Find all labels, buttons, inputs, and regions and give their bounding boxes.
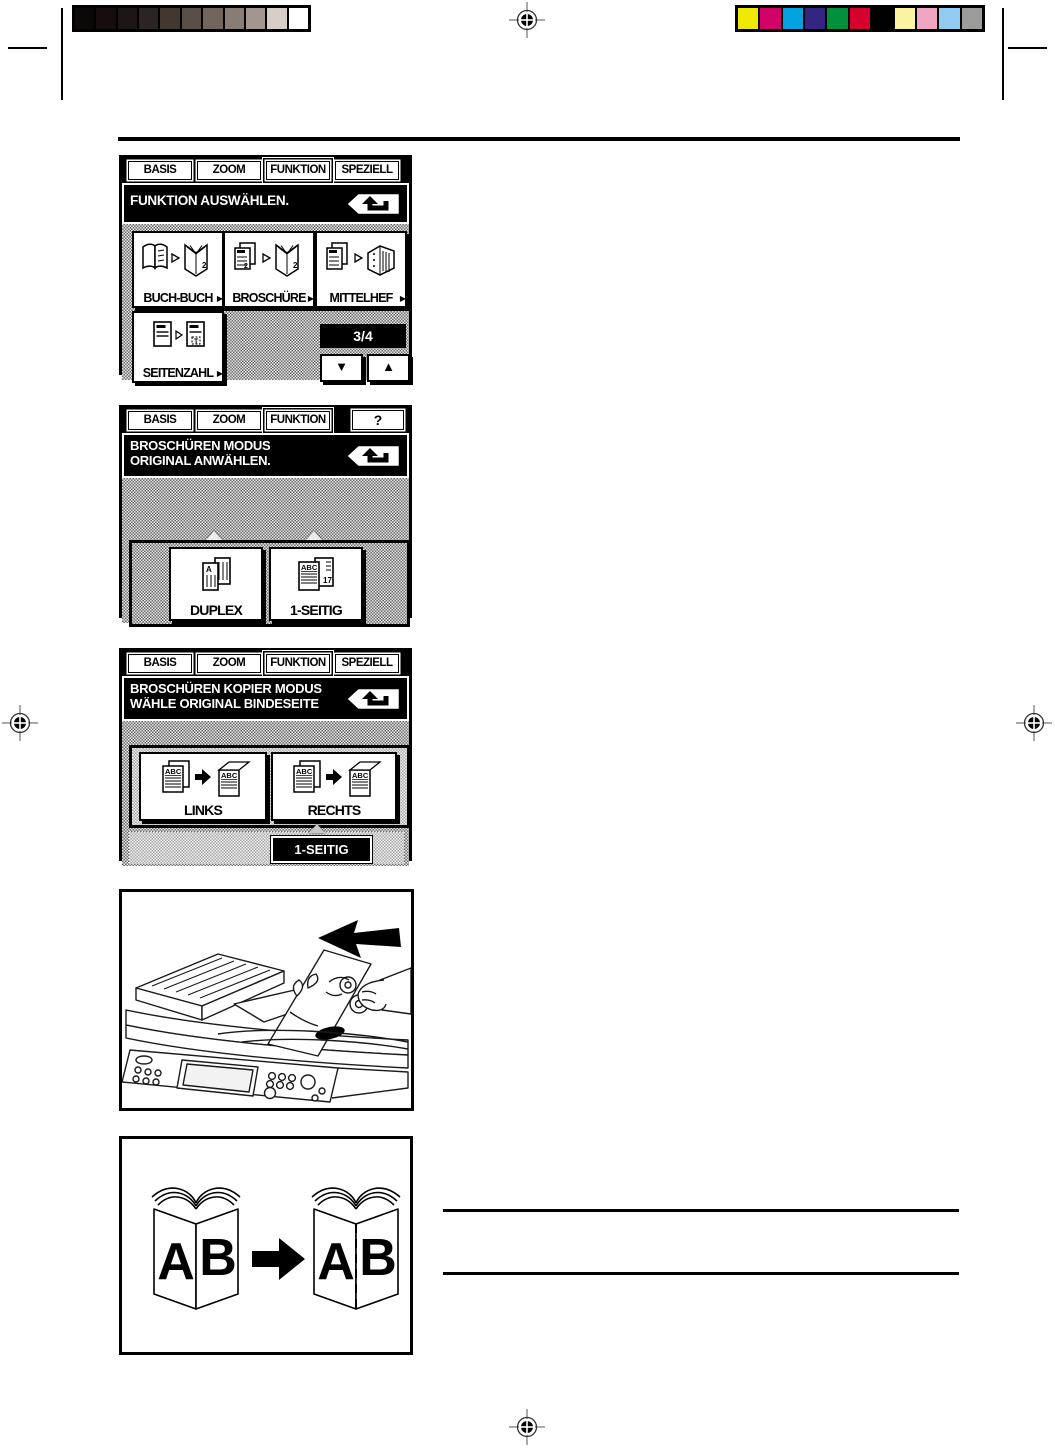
return-button[interactable] — [344, 191, 402, 217]
pages-to-booklet-icon — [230, 238, 308, 278]
seitenzahl-button[interactable]: T SEITENZAHL ▶ — [132, 311, 224, 383]
panel-title-line1: BROSCHÜREN MODUS — [130, 438, 271, 453]
footer-mode-label: 1-SEITIG — [271, 836, 372, 863]
help-button[interactable]: ? — [352, 410, 404, 430]
svg-text:2: 2 — [293, 261, 298, 270]
calibration-swatch — [75, 8, 94, 29]
duplex-button[interactable]: A DUPLEX — [169, 547, 263, 621]
calibration-swatch — [827, 8, 847, 29]
return-button[interactable] — [344, 686, 402, 712]
note-divider-bottom — [443, 1272, 959, 1275]
calibration-swatch — [962, 8, 982, 29]
page-number-icon — [143, 318, 213, 354]
tab-speziell[interactable]: SPEZIELL — [335, 161, 399, 180]
calibration-swatch — [939, 8, 959, 29]
book-binding-diagram-frame — [119, 1136, 413, 1355]
svg-text:2: 2 — [202, 261, 207, 270]
panel-title-bar — [122, 676, 409, 721]
calibration-swatch — [917, 8, 937, 29]
calibration-swatch — [872, 8, 892, 29]
tab-speziell[interactable]: SPEZIELL — [335, 654, 399, 673]
tab-bar — [121, 157, 410, 183]
tab-bar — [121, 650, 410, 676]
svg-text:ABC: ABC — [352, 771, 369, 780]
tab-bar — [121, 407, 410, 433]
pointer-triangle — [309, 824, 325, 833]
calibration-swatch — [850, 8, 870, 29]
svg-text:A: A — [206, 565, 212, 574]
page-letter: B — [359, 1229, 397, 1287]
panel-title-line1: BROSCHÜREN KOPIER MODUS — [130, 681, 322, 696]
svg-text:ABC: ABC — [296, 767, 313, 776]
svg-text:2: 2 — [244, 263, 248, 270]
page-letter: B — [199, 1229, 237, 1287]
book-binding-diagram — [122, 1139, 410, 1352]
down-arrow-icon: ▼ — [335, 359, 348, 374]
calibration-swatch — [203, 8, 222, 29]
more-arrow-icon: ▶ — [307, 294, 314, 303]
touchscreen-panel-function-select — [119, 155, 412, 380]
registration-mark-bottom — [509, 1409, 545, 1445]
calibration-swatch — [783, 8, 803, 29]
panel-title-line2: WÄHLE ORIGINAL BINDESEITE — [130, 696, 319, 711]
crop-mark-dash-right — [1008, 47, 1047, 49]
tab-funktion[interactable]: FUNKTION — [266, 411, 330, 430]
svg-text:T: T — [194, 338, 199, 346]
registration-mark-left — [2, 705, 38, 741]
tab-zoom[interactable]: ZOOM — [197, 654, 261, 673]
calibration-swatch — [160, 8, 179, 29]
crop-mark-line-left — [61, 8, 63, 100]
page-to-folded-copy-left-icon — [149, 759, 257, 799]
panel-body — [122, 224, 409, 380]
note-divider-top — [443, 1209, 959, 1212]
page-letter: A — [157, 1233, 195, 1291]
calibration-swatch — [289, 8, 308, 29]
tab-funktion[interactable]: FUNKTION — [266, 161, 330, 180]
calibration-swatch — [267, 8, 286, 29]
calibration-swatch — [805, 8, 825, 29]
copier-illustration — [122, 892, 411, 1108]
tab-zoom[interactable]: ZOOM — [197, 411, 261, 430]
pages-to-centerfold-icon — [322, 238, 400, 278]
buch-buch-button[interactable]: 2 BUCH-BUCH ▶ — [132, 231, 224, 308]
svg-text:17: 17 — [323, 576, 332, 585]
links-button[interactable]: ABC ABC LINKS — [139, 752, 267, 821]
calibration-swatch — [139, 8, 158, 29]
page-letter: A — [317, 1233, 355, 1291]
tab-funktion[interactable]: FUNKTION — [266, 654, 330, 673]
panel-title-bar — [122, 433, 409, 478]
registration-mark-top — [509, 2, 545, 38]
hand — [358, 968, 411, 1014]
calibration-swatch — [182, 8, 201, 29]
page-indicator: 3/4 — [320, 324, 406, 348]
return-button[interactable] — [344, 443, 402, 469]
more-arrow-icon: ▶ — [216, 369, 223, 378]
touchscreen-panel-bindeseite — [119, 648, 412, 861]
svg-text:ABC: ABC — [301, 563, 318, 572]
panel-body — [122, 478, 409, 623]
calibration-swatch — [246, 8, 265, 29]
svg-text:ABC: ABC — [221, 771, 238, 780]
tab-basis[interactable]: BASIS — [128, 654, 192, 673]
crop-mark-line-right — [1002, 8, 1004, 100]
calibration-swatch — [760, 8, 780, 29]
color-calibration-bar — [735, 5, 985, 32]
scroll-down-button[interactable] — [320, 354, 363, 382]
crop-mark-dash-left — [8, 47, 47, 49]
transform-arrow — [252, 1238, 305, 1280]
registration-mark-right — [1016, 705, 1052, 741]
svg-text:ABC: ABC — [165, 767, 182, 776]
calibration-swatch — [225, 8, 244, 29]
section-rule — [118, 137, 960, 141]
tab-basis[interactable]: BASIS — [128, 411, 192, 430]
pointer-triangle — [306, 531, 322, 540]
panel-title-bar — [122, 183, 409, 224]
tab-zoom[interactable]: ZOOM — [197, 161, 261, 180]
more-arrow-icon: ▶ — [216, 294, 223, 303]
book-to-booklet-icon — [139, 238, 217, 278]
panel-title-line2: ORIGINAL ANWÄHLEN. — [130, 453, 271, 468]
calibration-swatch — [96, 8, 115, 29]
calibration-swatch — [738, 8, 758, 29]
calibration-swatch — [118, 8, 137, 29]
up-arrow-icon: ▲ — [382, 359, 395, 374]
touchscreen-panel-broschueren-original — [119, 405, 412, 618]
broschuere-button[interactable]: 2 2 BROSCHÜRE ▶ — [223, 231, 315, 308]
page-to-folded-copy-right-icon — [280, 759, 388, 799]
copier-illustration-frame — [119, 889, 414, 1111]
pointer-triangle — [206, 531, 222, 540]
einseitig-button[interactable]: 17 ABC 1-SEITIG — [269, 547, 363, 621]
mittelhef-button[interactable]: MITTELHEF ▶ — [315, 231, 407, 308]
duplex-pages-icon — [193, 554, 239, 596]
panel-body — [122, 721, 409, 866]
rechts-button[interactable]: ABC ABC RECHTS — [271, 752, 397, 821]
more-arrow-icon: ▶ — [399, 294, 406, 303]
panel-title: FUNKTION AUSWÄHLEN. — [130, 193, 289, 208]
single-sided-page-icon — [290, 554, 342, 596]
calibration-swatch — [895, 8, 915, 29]
tab-basis[interactable]: BASIS — [128, 161, 192, 180]
grayscale-calibration-bar — [72, 5, 311, 32]
scroll-up-button[interactable] — [367, 354, 410, 382]
